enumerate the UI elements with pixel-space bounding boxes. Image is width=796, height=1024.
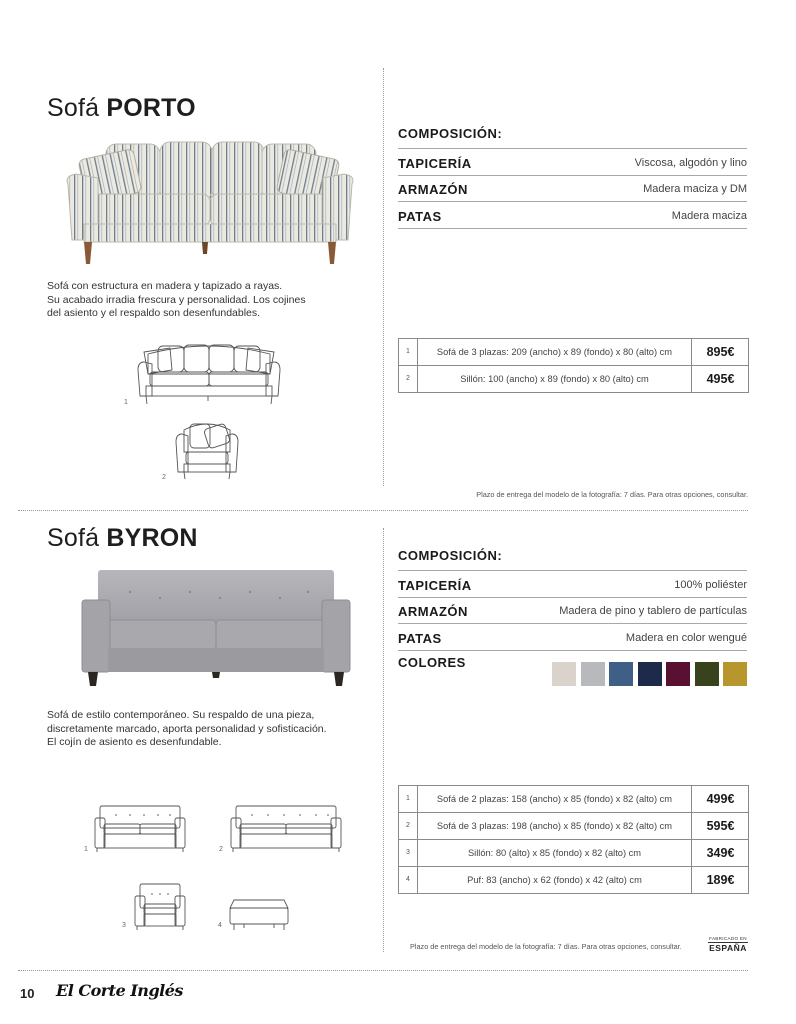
- porto-composition-row-frame: ARMAZÓN Madera maciza y DM: [398, 175, 747, 202]
- byron-composition-row-upholstery: TAPICERÍA 100% poliéster: [398, 570, 747, 598]
- table-row: 1 Sofá de 2 plazas: 158 (ancho) x 85 (fondo) x 82 (alto) cm 499€: [399, 786, 748, 813]
- table-row: 3 Sillón: 80 (alto) x 85 (fondo) x 82 (alto) cm 349€: [399, 840, 748, 867]
- byron-composition-row-legs: PATAS Madera en color wengué: [398, 624, 747, 651]
- byron-3-seat-drawing: [230, 804, 342, 854]
- color-swatch: [581, 662, 605, 686]
- byron-composition-row-frame: ARMAZÓN Madera de pino y tablero de partículas: [398, 597, 747, 624]
- byron-drawing-label-3: 3: [122, 922, 126, 929]
- porto-sofa-photo: [64, 136, 356, 268]
- porto-drawing-label-1: 1: [124, 399, 128, 406]
- byron-colors-label: COLORES: [398, 655, 466, 670]
- table-row: 2 Sillón: 100 (ancho) x 89 (fondo) x 80 (alto) cm 495€: [399, 366, 748, 392]
- byron-armchair-drawing: [134, 882, 186, 932]
- porto-description: Sofá con estructura en madera y tapizado a rayas. Su acabado irradia frescura y personalidad. Los cojines del asiento y el respaldo son desenfundables.: [47, 280, 306, 319]
- byron-drawing-label-1: 1: [84, 846, 88, 853]
- byron-2-seat-drawing: [94, 804, 186, 854]
- porto-armchair-drawing: [174, 416, 240, 480]
- byron-pouf-drawing: [228, 896, 290, 932]
- color-swatch: [723, 662, 747, 686]
- el-corte-ingles-logo: El Corte Inglés: [56, 981, 183, 1000]
- made-in-spain-badge: FABRICADO EN ESPAÑA: [709, 936, 747, 953]
- color-swatch: [552, 662, 576, 686]
- byron-drawing-label-4: 4: [218, 922, 222, 929]
- porto-title: Sofá PORTO: [47, 94, 196, 122]
- color-swatch: [666, 662, 690, 686]
- page-number: 10: [20, 986, 35, 1001]
- byron-drawing-label-2: 2: [219, 846, 223, 853]
- byron-composition-heading: COMPOSICIÓN:: [398, 548, 503, 563]
- byron-sofa-photo: [80, 568, 352, 688]
- porto-composition-row-legs: PATAS Madera maciza: [398, 202, 747, 229]
- byron-price-table: [398, 785, 749, 894]
- color-swatch: [609, 662, 633, 686]
- porto-composition-row-upholstery: TAPICERÍA Viscosa, algodón y lino: [398, 148, 747, 176]
- porto-composition-heading: COMPOSICIÓN:: [398, 126, 503, 141]
- porto-delivery-note: Plazo de entrega del modelo de la fotografía: 7 días. Para otras opciones, consultar.: [476, 490, 748, 499]
- color-swatch: [695, 662, 719, 686]
- porto-sofa-drawing: [136, 340, 282, 406]
- porto-price-table: [398, 338, 749, 393]
- table-row: 1 Sofá de 3 plazas: 209 (ancho) x 89 (fondo) x 80 (alto) cm 895€: [399, 339, 748, 366]
- color-swatch: [638, 662, 662, 686]
- byron-title: Sofá BYRON: [47, 524, 198, 552]
- table-row: 4 Puf: 83 (ancho) x 62 (fondo) x 42 (alto) cm 189€: [399, 867, 748, 893]
- porto-drawing-label-2: 2: [162, 474, 166, 481]
- byron-delivery-note: Plazo de entrega del modelo de la fotografía: 7 días. Para otras opciones, consultar.: [410, 942, 682, 951]
- byron-description: Sofá de estilo contemporáneo. Su respaldo de una pieza, discretamente marcado, aporta personalidad y sofisticación. El cojín de asiento es desenfundable.: [47, 709, 327, 748]
- table-row: 2 Sofá de 3 plazas: 198 (ancho) x 85 (fondo) x 82 (alto) cm 595€: [399, 813, 748, 840]
